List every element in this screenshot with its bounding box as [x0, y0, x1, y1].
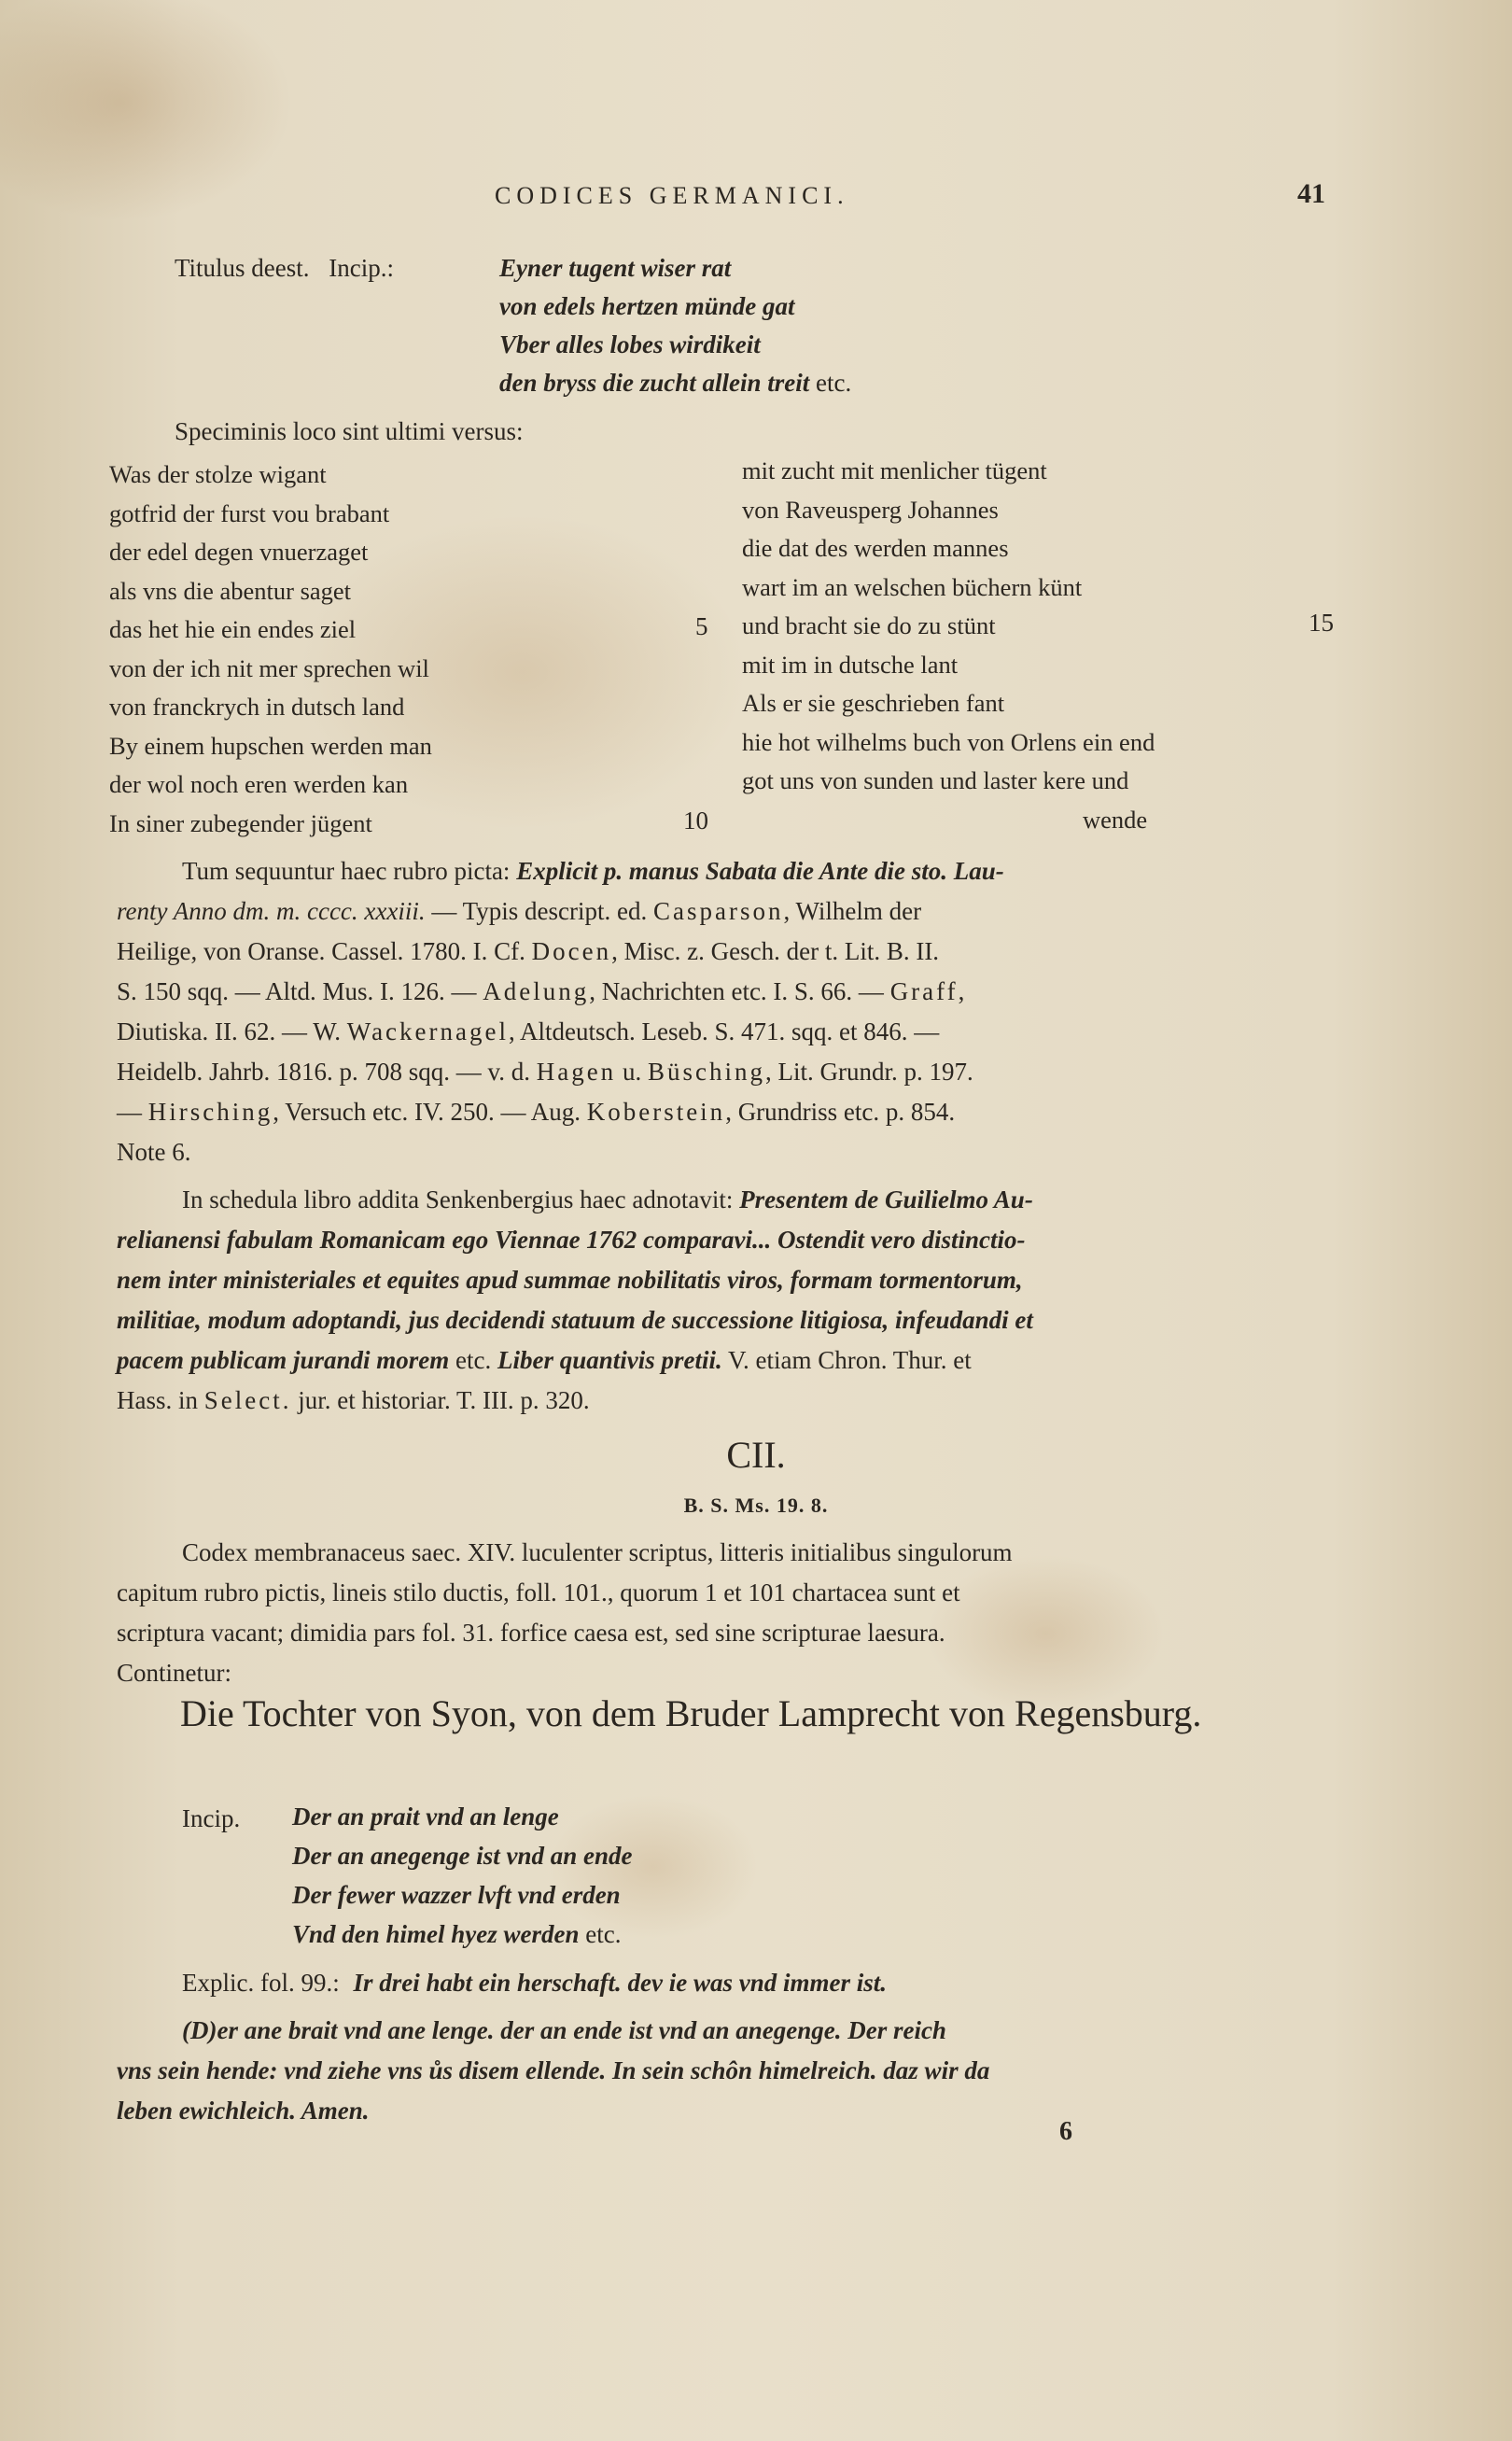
- para2-line-5: pacem publicam jurandi morem etc. Liber quantivis pretii. V. etiam Chron. Thur. et: [117, 1346, 972, 1374]
- incipit-line-3: Vber alles lobes wirdikeit: [499, 330, 761, 358]
- page-header: [0, 178, 1512, 219]
- verse-line: von der ich nit mer sprechen wil: [109, 653, 429, 682]
- final-line-3: leben ewichleich. Amen.: [117, 2097, 370, 2125]
- verse-line: mit im in dutsche lant: [742, 650, 959, 679]
- work-title: Die Tochter von Syon, von dem Bruder Lamprecht von Regensburg.: [180, 1692, 1202, 1734]
- incipit-line-4: den bryss die zucht allein treit etc.: [499, 369, 852, 397]
- section-numeral: CII.: [726, 1434, 786, 1476]
- signature-mark: 6: [1059, 2117, 1072, 2146]
- incip-line-3: Der fewer wazzer lvft vnd erden: [292, 1881, 621, 1909]
- verse-line: By einem hupschen werden man: [109, 731, 432, 760]
- incipit-line-1: Eyner tugent wiser rat: [499, 254, 732, 282]
- incip-line-1: Der an prait vnd an lenge: [292, 1803, 559, 1831]
- verse-line: Was der stolze wigant: [109, 460, 327, 488]
- running-title: CODICES GERMANICI.: [495, 182, 849, 209]
- verse-column-left: [109, 456, 432, 843]
- para1-line-2: renty Anno dm. m. cccc. xxxiii. — Typis descript. ed. Casparson, Wilhelm der: [117, 897, 922, 925]
- verse-number-10: 10: [683, 807, 708, 835]
- incip-label: Incip.: [182, 1804, 241, 1832]
- verse-column-right: [742, 452, 1155, 839]
- para1-line-6: Heidelb. Jahrb. 1816. p. 708 sqq. — v. d. Hagen u. Büsching, Lit. Grundr. p. 197.: [117, 1058, 973, 1086]
- verse-line: wende: [1083, 805, 1148, 834]
- final-line-2: vns sein hende: vnd ziehe vns ůs disem ellende. In sein schôn himelreich. daz wir da: [117, 2056, 990, 2084]
- verse-line: das het hie ein endes ziel: [109, 615, 357, 643]
- verse-line: die dat des werden mannes: [742, 534, 1009, 562]
- para2-line-4: militiae, modum adoptandi, jus decidendi statuum de successione litigiosa, infeudandi et: [117, 1306, 1033, 1334]
- verse-line: got uns von sunden und laster kere und: [742, 766, 1129, 794]
- final-line-1: (D)er ane brait vnd ane lenge. der an ende ist vnd an anegenge. Der reich: [182, 2016, 946, 2044]
- incip-line-4: Vnd den himel hyez werden etc.: [292, 1920, 622, 1948]
- verse-line: der edel degen vnuerzaget: [109, 538, 369, 566]
- verse-line: der wol noch eren werden kan: [109, 770, 409, 798]
- continetur-label: Continetur:: [117, 1659, 231, 1687]
- verse-line: Als er sie geschrieben fant: [742, 689, 1005, 717]
- para1-line-1: Tum sequuntur haec rubro picta: Explicit p. manus Sabata die Ante die sto. Lau-: [182, 857, 1004, 885]
- verse-line: wart im an welschen büchern künt: [742, 572, 1083, 601]
- verse-line: von franckrych in dutsch land: [109, 693, 405, 721]
- verse-line: hie hot wilhelms buch von Orlens ein end: [742, 727, 1155, 756]
- para2-line-2: relianensi fabulam Romanicam ego Viennae 1762 comparavi... Ostendit vero distinctio-: [117, 1226, 1026, 1254]
- verse-line: gotfrid der furst vou brabant: [109, 498, 390, 527]
- verse-line: In siner zubegender jügent: [109, 808, 372, 837]
- explic-line: Explic. fol. 99.: Ir drei habt ein herschaft. dev ie was vnd immer ist.: [182, 1969, 887, 1997]
- verse-number-5: 5: [695, 612, 708, 640]
- para1-line-3: Heilige, von Oranse. Cassel. 1780. I. Cf. Docen, Misc. z. Gesch. der t. Lit. B. II.: [117, 937, 940, 965]
- incip-line-2: Der an anegenge ist vnd an ende: [292, 1842, 633, 1870]
- specimen-intro: Speciminis loco sint ultimi versus:: [175, 417, 524, 445]
- para2-line-3: nem inter ministeriales et equites apud summae nobilitatis viros, formam tormentorum,: [117, 1266, 1023, 1294]
- codex-description-line-2: capitum rubro pictis, lineis stilo ductis, foll. 101., quorum 1 et 101 chartacea sunt et: [117, 1578, 960, 1606]
- page-number: 41: [1297, 178, 1325, 209]
- shelfmark: B. S. Ms. 19. 8.: [683, 1494, 829, 1517]
- codex-description-line-1: Codex membranaceus saec. XIV. luculenter scriptus, litteris initialibus singulorum: [182, 1538, 1013, 1566]
- verse-line: von Raveusperg Johannes: [742, 495, 999, 524]
- verse-number-15: 15: [1309, 609, 1334, 637]
- para1-note: Note 6.: [117, 1138, 191, 1166]
- para2-line-1: In schedula libro addita Senkenbergius haec adnotavit: Presentem de Guilielmo Au-: [182, 1185, 1033, 1213]
- para1-line-4: S. 150 sqq. — Altd. Mus. I. 126. — Adelung, Nachrichten etc. I. S. 66. — Graff,: [117, 977, 965, 1005]
- incipit-line-2: von edels hertzen münde gat: [499, 292, 795, 320]
- para1-line-5: Diutiska. II. 62. — W. Wackernagel, Altdeutsch. Leseb. S. 471. sqq. et 846. —: [117, 1017, 940, 1045]
- verse-line: als vns die abentur saget: [109, 576, 352, 605]
- titulus-label: Titulus deest. Incip.:: [175, 254, 395, 282]
- verse-line: mit zucht mit menlicher tügent: [742, 456, 1047, 484]
- para2-line-6: Hass. in Select. jur. et historiar. T. III. p. 320.: [117, 1386, 590, 1414]
- verse-line: und bracht sie do zu stünt: [742, 611, 996, 639]
- para1-line-7: — Hirsching, Versuch etc. IV. 250. — Aug. Koberstein, Grundriss etc. p. 854.: [117, 1098, 956, 1126]
- codex-description-line-3: scriptura vacant; dimidia pars fol. 31. forfice caesa est, sed sine scripturae laesura.: [117, 1619, 945, 1647]
